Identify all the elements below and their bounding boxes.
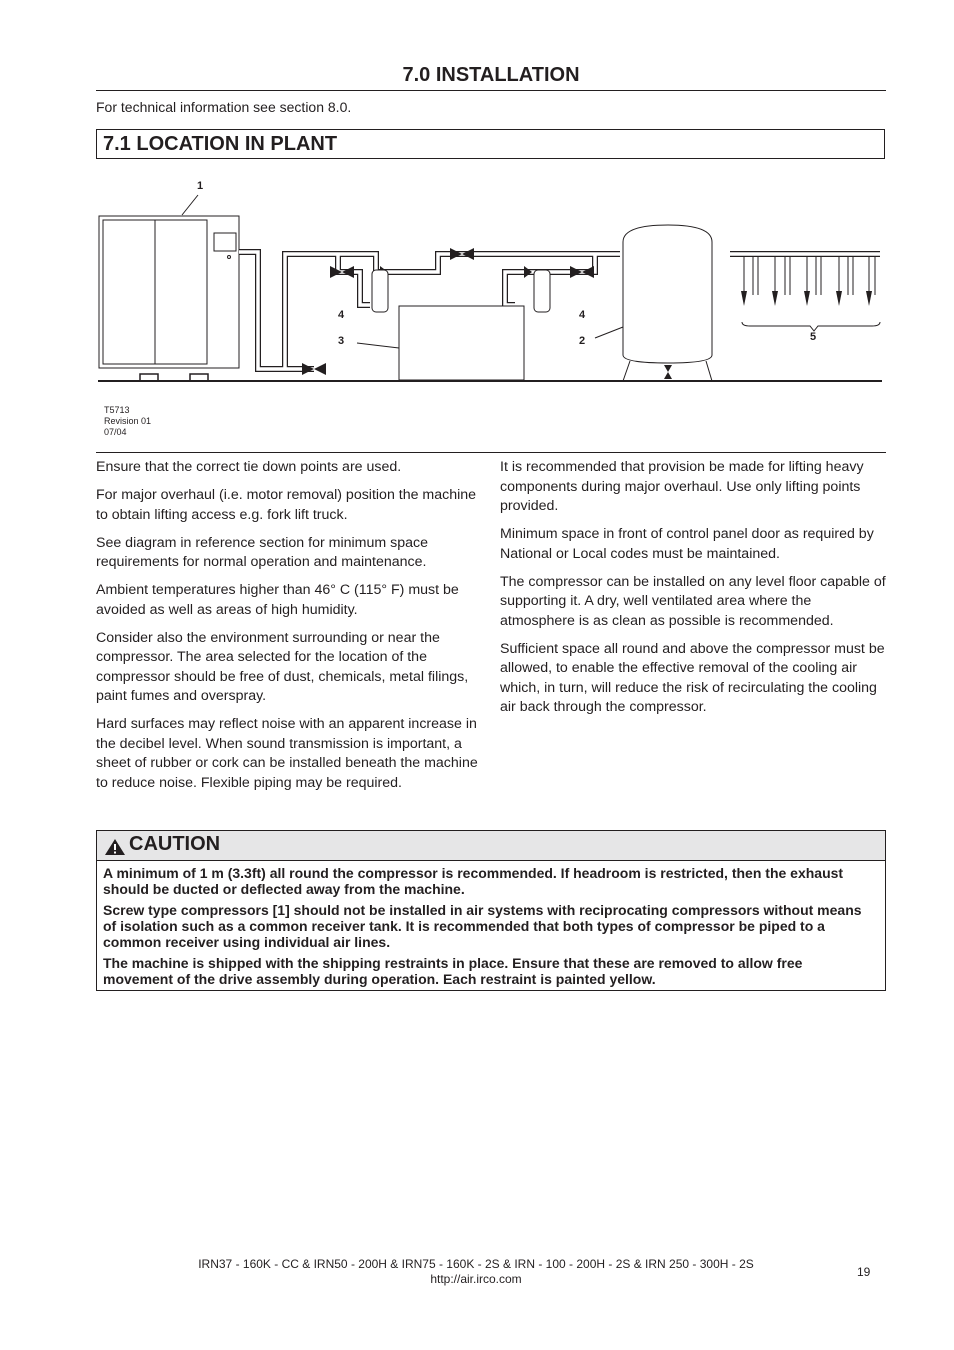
title-rule [96,90,886,91]
right-column [500,458,890,726]
left-paragraph: See diagram in reference section for minimum space requirements for normal operation and maintenance. [96,534,428,570]
right-paragraph: Sufficient space all round and above the compressor must be allowed, to enable the effective removal of the cooling air which, in turn, will reduce the risk of recirculating the cooling air back through the compressor. [500,640,885,715]
caution-paragraph: A minimum of 1 m (3.3ft) all round the compressor is recommended. If headroom is restricted, then the exhaust should be ducted or deflected away from the machine. [103,865,844,897]
receiver-tank [623,225,712,381]
leader-2 [595,327,623,338]
label-4-left: 4 [338,309,345,321]
caution-title: CAUTION [129,833,221,855]
section-title: 7.1 LOCATION IN PLANT [103,133,338,155]
warning-triangle-icon [104,838,126,856]
foot-right [190,374,208,381]
label-5: 5 [810,331,817,343]
left-column [96,458,486,802]
label-3: 3 [338,335,345,347]
page-number: 19 [857,1265,871,1279]
left-paragraph: Ambient temperatures higher than 46° C (115° F) must be avoided as well as areas of high humidity. [96,582,459,618]
left-paragraph: Hard surfaces may reflect noise with an apparent increase in the decibel level. When sound transmission is important, a sheet of rubber or cork can be installed beneath the machine to reduce noise. Flexible piping may be required. [96,716,478,791]
control-panel [214,233,236,251]
label-4-right: 4 [579,309,586,321]
brace-5 [742,322,880,331]
label-1: 1 [197,180,204,192]
compressor-cabinet [99,216,239,368]
leader-3 [357,343,399,348]
distribution-drops [753,257,875,295]
caution-paragraph: The machine is shipped with the shipping restraints in place. Ensure that these are removed to allow free movement of the drive assembly during operation. Each restraint is painted yellow. [103,955,803,987]
intro-text: For technical information see section 8.0. [96,99,352,115]
label-2: 2 [579,335,586,347]
dryer-box [399,306,524,380]
plant-layout-diagram [90,175,890,390]
leader-1 [182,195,198,215]
section-heading-box [96,129,885,159]
left-paragraph: Ensure that the correct tie down points are used. [96,459,402,475]
caution-paragraph: Screw type compressors [1] should not be installed in air systems with reciprocating compressors without means of isolation such as a common receiver tank. It is recommended that both types of compressor be piped to a common receiver using individual air lines. [103,902,862,950]
foot-left [140,374,158,381]
caution-box [96,830,886,991]
footer-models: IRN37 - 160K - CC & IRN50 - 200H & IRN75 - 160K - 2S & IRN - 100 - 200H - 2S & IRN 250 - 300H - 2S [198,1257,754,1271]
footer [96,1257,856,1287]
right-paragraph: It is recommended that provision be made for lifting heavy components during major overhaul. Use only lifting points provided. [500,459,864,514]
right-paragraph: Minimum space in front of control panel door as required by National or Local codes must be maintained. [500,526,874,562]
caution-body [103,865,873,992]
left-paragraph: For major overhaul (i.e. motor removal) position the machine to obtain lifting access e.g. fork lift truck. [96,487,477,523]
footer-url: http://air.irco.com [430,1272,522,1286]
diagram-reference: T5713 Revision 01 07/04 [104,405,152,437]
diagram-rule [96,452,886,453]
page-title: 7.0 INSTALLATION [402,64,580,86]
caution-header [97,831,885,861]
left-paragraph: Consider also the environment surrounding or near the compressor. The area selected for the location of the compressor should be free of dust, chemicals, metal filings, paint fumes and overspray. [96,629,469,704]
right-paragraph: The compressor can be installed on any level floor capable of supporting it. A dry, well ventilated area where the atmosphere is as clean as possible is recommended. [500,573,886,629]
